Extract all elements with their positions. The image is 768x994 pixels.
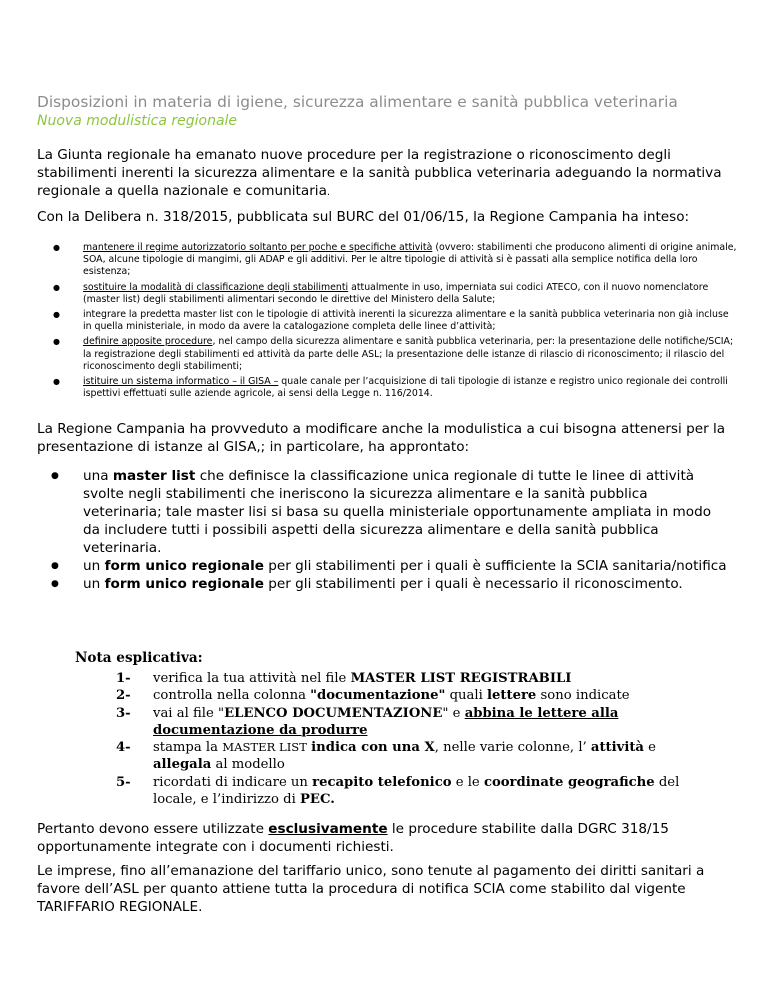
nota-text: sono indicate [536,688,630,704]
list-item-text: un [83,558,105,574]
list-item [37,557,727,575]
nota-text: stampa la [153,740,223,756]
bullet-icon: ● [51,561,59,571]
bullet-icon: ● [53,243,60,252]
nota-item [116,670,716,687]
bullet-icon: ● [53,377,60,387]
list-item-text: integrare la predetta master list con le tipologie di attività inerenti la sicurezza alimentare e la sanità pubblica veterinaria non già incluse in quella ministeriale, in modo da avere la catalogazione completa delle linee d’attività; [83,309,729,333]
nota-number: 5- [116,774,131,790]
list-item-underlined: definire apposite procedure [83,336,213,348]
list-item-underlined: istituire un sistema informatico – il GISA – [83,376,279,388]
nota-number: 1- [116,671,131,686]
list-item-bold: master list [112,468,196,484]
list-item [37,309,737,333]
provvedimento-paragraph: La Regione Campania ha provveduto a modificare anche la modulistica a cui bisogna attenersi per la presentazione di istanze al GISA,; in particolare, ha approntato: [37,421,726,455]
page-subtitle: Nuova modulistica regionale [37,113,238,129]
nota-text: e le [451,774,484,790]
nota-item [116,774,716,809]
nota-text: controlla nella colonna [153,688,311,704]
nota-item [116,705,716,740]
nota-bold: PEC. [300,792,335,808]
intro-period: . [326,187,331,198]
nota-bold: "documentazione" [310,688,446,704]
nota-text: vai al file " [153,705,225,721]
list-item [37,376,737,400]
nota-bold: MASTER LIST REGISTRABILI [350,671,572,686]
nota-number: 4- [116,740,131,756]
nota-list [116,670,716,808]
nota-number: 3- [116,705,131,721]
list-item-text: quale canale per l’acquisizione di tali tipologie di istanze e registro unico regionale dei controlli ispettivi effettuati sulle aziende agricole, ai sensi della Legge n. 116/2014. [83,376,728,400]
nota-bold: lettere [487,688,537,704]
pertanto-bold-underlined: esclusivamente [268,821,388,837]
list-item [37,575,727,593]
bullet-icon: ● [51,471,59,481]
list-item [37,282,737,306]
list-item [37,467,727,557]
objectives-list [37,242,737,403]
list-item-text: che definisce la classificazione unica regionale di tutte le linee di attività svolte negli stabilimenti che ineriscono la sicurezza alimentare e la sanità pubblica veterinaria; tale master lisi si basa su quella ministeriale opportunamente ampliata in modo da includere tutti i possibili aspetti della sicurezza alimentare e della sanità pubblica veterinaria. [83,468,712,556]
bullet-icon: ● [51,579,59,589]
nota-item [116,687,716,704]
nota-bold: attività [590,740,644,756]
nota-small-text: MASTER LIST [222,740,307,755]
nota-bold-underlined: abbina le lettere alla documentazione da produrre [153,705,619,738]
nota-text: ricordati di indicare un [153,774,313,790]
list-item-text: per gli stabilimenti per i quali è sufficiente la SCIA sanitaria/notifica [263,558,727,574]
nota-number: 2- [116,688,131,704]
list-item [37,336,737,373]
nota-text: del locale, e l’indirizzo di [153,774,680,808]
delibera-paragraph: Con la Delibera n. 318/2015, pubblicata sul BURC del 01/06/15, la Regione Campania ha inteso: [37,209,690,225]
nota-bold: indica con una X [311,740,435,756]
list-item-underlined: mantenere il regime autorizzatorio soltanto per poche e specifiche attività [83,242,433,253]
intro-text: La Giunta regionale ha emanato nuove procedure per la registrazione o riconoscimento degli stabilimenti inerenti la sicurezza alimentare e la sanità pubblica veterinaria adeguando la normativa regionale a quella nazionale e comunitaria [37,147,722,199]
bullet-icon: ● [53,282,60,292]
nota-bold: ELENCO DOCUMENTAZIONE [224,705,443,721]
nota-bold: coordinate geografiche [483,774,655,790]
nota-title: Nota esplicativa: [75,650,203,666]
pertanto-text: Pertanto devono essere utilizzate [37,821,269,837]
pertanto-text: le procedure stabilite dalla DGRC 318/15 opportunamente integrate con i documenti richiesti. [37,821,669,855]
pertanto-paragraph [37,820,737,856]
bullet-icon: ● [53,310,60,320]
nota-text: e [643,740,656,756]
list-item-bold: form unico regionale [104,576,264,592]
list-item-text: un [83,576,105,592]
nota-text: " e [442,705,465,721]
intro-paragraph [37,146,747,202]
nota-item [116,739,716,774]
forms-list [37,467,727,593]
nota-text: verifica la tua attività nel file [153,671,351,686]
nota-text: , nelle varie colonne, l’ [434,740,591,756]
list-item-text: per gli stabilimenti per i quali è necessario il riconoscimento. [263,576,683,592]
page-title: Disposizioni in materia di igiene, sicurezza alimentare e sanità pubblica veterinaria [37,93,678,111]
list-item-bold: form unico regionale [104,558,264,574]
list-item-text: (ovvero: stabilimenti che producono alimenti di origine animale, SOA, alcune tipologie di mangimi, gli ADAP e gli additivi. Per le altre tipologie di attività si è passati alla semplice notifica della loro esistenza; [83,242,737,278]
list-item [37,242,737,279]
bullet-icon: ● [53,337,60,347]
nota-bold: allegala [153,757,212,773]
imprese-paragraph: Le imprese, fino all’emanazione del tariffario unico, sono tenute al pagamento dei diritti sanitari a favore dell’ASL per quanto attiene tutta la procedura di notifica SCIA come stabilito dal vigente TARIFFARIO REGIONALE. [37,863,705,915]
list-item-text: attualmente in uso, imperniata sui codici ATECO, con il nuovo nomenclatore (master list) degli stabilimenti alimentari secondo le direttive del Ministero della Salute; [83,281,709,305]
nota-text: al modello [211,757,285,773]
nota-bold: recapito telefonico [312,774,452,790]
list-item-underlined: sostituire la modalità di classificazione degli stabilimenti [83,281,349,293]
list-item-text: una [83,468,113,484]
nota-text: quali [445,688,488,704]
list-item-text: , nel campo della sicurezza alimentare e sanità pubblica veterinaria, per: la presentazione delle notifiche/SCIA; la registrazione degli stabilimenti ed attività da parte delle ASL; la presentazione delle istanze di rilascio di riconoscimento; il rilascio del riconoscimento degli stabilimenti; [83,336,734,372]
